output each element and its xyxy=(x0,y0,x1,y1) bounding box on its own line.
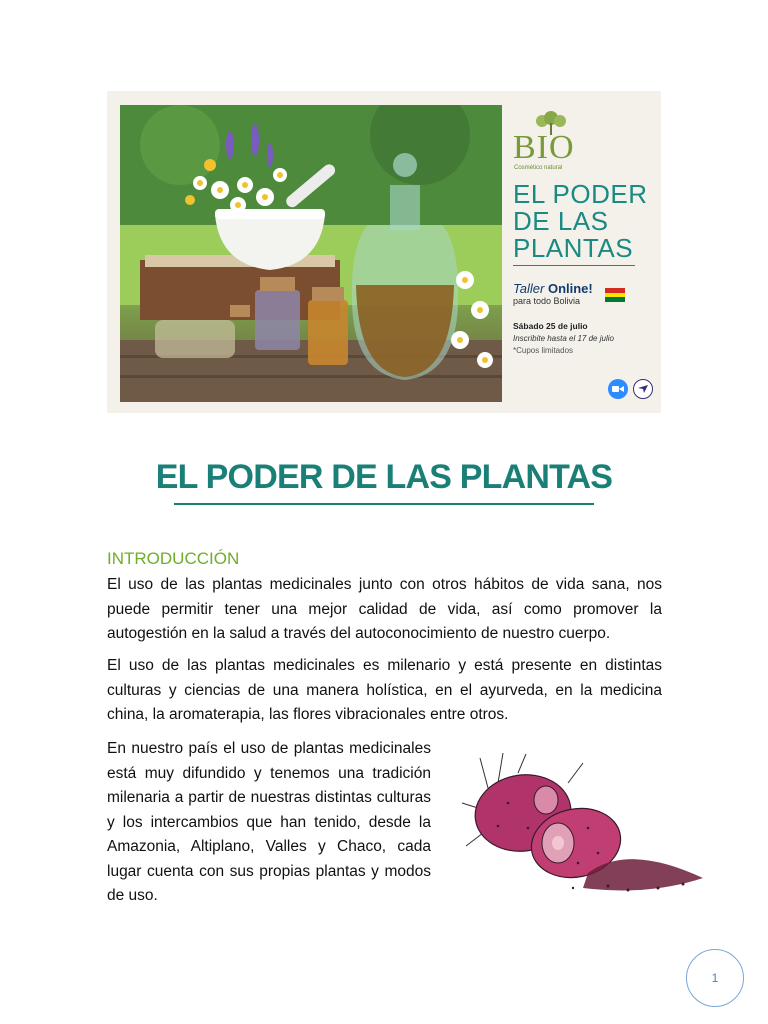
bird-logo-icon xyxy=(633,379,653,399)
bolivia-flag-icon xyxy=(605,288,625,302)
online-word: Online! xyxy=(547,281,593,296)
taller-word: Taller xyxy=(513,281,545,296)
audience-text: para todo Bolivia xyxy=(513,296,581,306)
event-date: Sábado 25 de julio xyxy=(513,321,588,331)
banner-info-panel xyxy=(510,109,658,409)
bio-logo: BIO xyxy=(513,129,575,166)
title-underline xyxy=(174,503,594,505)
herbal-remedies-photo xyxy=(120,105,502,402)
taller-online-label xyxy=(513,281,593,296)
banner-title: EL PODER DE LAS PLANTAS xyxy=(513,179,648,263)
zoom-camera-icon xyxy=(608,379,628,399)
paragraph: En nuestro país el uso de plantas medicinales está muy difundido y tenemos una tradición milenaria a partir de nuestras distintas culturas y los intercambios que han tenido, desde la Amazonia, Altiplano, Valles y Chaco, cada lugar cuenta con sus propias plantas y modos de uso. xyxy=(107,740,431,904)
paragraph: El uso de las plantas medicinales es milenario y está presente en distintas culturas y ciencias de una manera holística, en el ayurveda, en la medicina china, la aromaterapia, las flores vibracionales entre otros. xyxy=(107,657,662,723)
prickly-pear-fruit-illustration xyxy=(458,748,708,898)
document-title: EL PODER DE LAS PLANTAS xyxy=(155,458,613,496)
section-heading: INTRODUCCIÓN xyxy=(107,549,240,568)
registration-deadline: Inscribite hasta el 17 de julio xyxy=(513,334,614,343)
logo-subtitle: Cosmético natural xyxy=(514,165,563,171)
banner-title-underline xyxy=(513,265,635,266)
event-banner xyxy=(107,91,661,413)
page-number-badge xyxy=(686,949,744,1007)
paragraph: El uso de las plantas medicinales junto con otros hábitos de vida sana, nos puede permitir tener una mejor calidad de vida, así como promover la autogestión en la salud a través del autoconocimiento de nuestro cuerpo. xyxy=(107,576,662,642)
page-number: 1 xyxy=(711,971,719,985)
limited-spots-note: *Cupos limitados xyxy=(513,346,574,355)
